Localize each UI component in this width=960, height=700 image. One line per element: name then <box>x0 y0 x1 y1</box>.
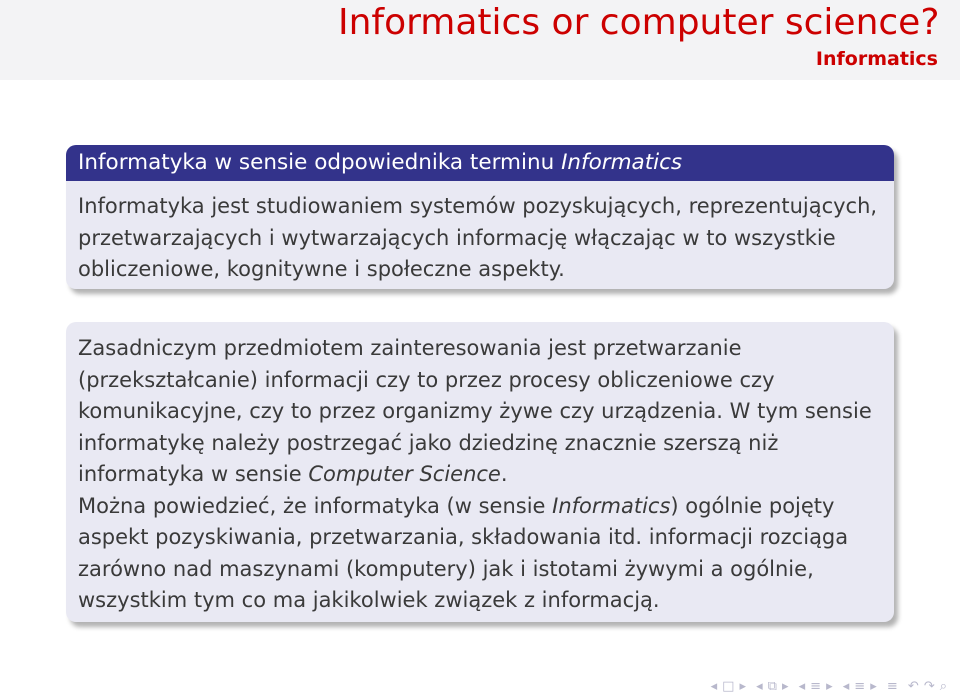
paragraph-1 <box>78 333 886 491</box>
nav-section-back-icon[interactable]: ◂ <box>842 679 851 694</box>
block-title-text: Informatyka w sensie odpowiednika terminu <box>78 150 562 175</box>
block-title <box>66 145 894 181</box>
nav-align-icon[interactable]: ≡ <box>886 679 899 694</box>
informatics-term: Informatics <box>552 493 671 518</box>
nav-redo-icon[interactable]: ↷ <box>923 679 936 694</box>
definition-text: Informatyka jest studiowaniem systemów pozyskujących, reprezentujących, przetwarzających i wytwarzających informację włączając w to wszystkie obliczeniowe, kognitywne i społeczne aspekty. <box>78 194 878 281</box>
block-title-italic: Informatics <box>561 150 683 175</box>
block-body <box>66 181 894 286</box>
section-label: Informatics <box>815 48 938 70</box>
beamer-navigation-bar <box>707 679 948 694</box>
nav-subsection-back-icon[interactable]: ◂ <box>798 679 807 694</box>
nav-search-icon[interactable]: ⌕ <box>939 679 948 694</box>
nav-frame-back-icon[interactable]: ◂ <box>710 679 719 694</box>
nav-section-forward-icon[interactable]: ▸ <box>870 679 878 694</box>
nav-frame-icon[interactable]: □ <box>722 679 736 694</box>
definition-block <box>66 145 894 289</box>
explanation-block <box>66 322 894 622</box>
nav-undo-icon[interactable]: ↶ <box>907 679 920 694</box>
paragraph-1-end: . <box>500 462 508 486</box>
paragraph-1-text: Zasadniczym przedmiotem zainteresowania jest przetwarzanie (przekształcanie) informacji czy to przez procesy obliczeniowe czy komunikacyjne, czy to przez organizmy żywe czy urządzenia. W tym sensie informatykę należy postrzegać jako dziedzinę znacznie szerszą niż informatyka w sensie <box>78 336 872 486</box>
slide-title: Informatics or computer science? <box>338 2 940 43</box>
nav-subsection-forward-icon[interactable]: ▸ <box>826 679 834 694</box>
block-body <box>66 322 894 617</box>
nav-slide-forward-icon[interactable]: ▸ <box>781 679 790 694</box>
nav-section-icon[interactable]: ≡ <box>854 679 867 694</box>
nav-subsection-icon[interactable]: ≡ <box>810 679 823 694</box>
computer-science-term: Computer Science <box>308 462 501 486</box>
nav-slide-icon[interactable]: ⧉ <box>767 679 778 694</box>
paragraph-2-end: ) ogólnie pojęty aspekt pozyskiwania, przetwarzania, składowania itd. informacji rozciąga zarówno nad maszynami (komputery) jak i istotami żywymi a ogólnie, wszystkim tym co ma jakikolwiek związek z informacją. <box>78 493 849 612</box>
nav-slide-back-icon[interactable]: ◂ <box>756 679 764 694</box>
paragraph-2-text: Można powiedzieć, że informatyka (w sensie <box>78 493 553 518</box>
nav-frame-forward-icon[interactable]: ▸ <box>739 679 747 694</box>
slide-header <box>0 0 960 80</box>
paragraph-2 <box>78 491 886 617</box>
